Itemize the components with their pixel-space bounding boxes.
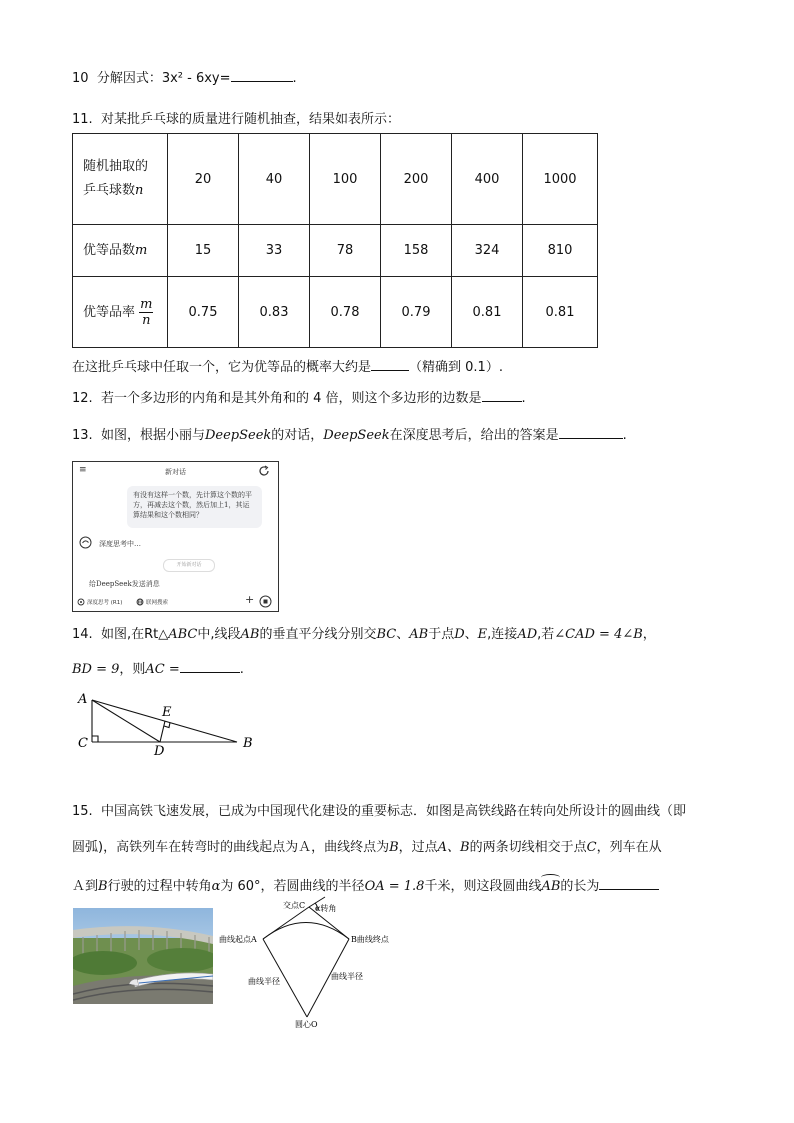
label-radius-left: 曲线半径 — [248, 977, 280, 986]
table-cell: 810 — [523, 225, 598, 277]
curve-arc — [263, 923, 349, 940]
period: . — [292, 71, 297, 86]
label-b: B — [243, 736, 253, 751]
label-a: A — [78, 692, 88, 707]
table-cell: 20 — [168, 134, 239, 225]
row-label: 优等品率 — [83, 304, 136, 320]
answer-blank — [371, 356, 409, 371]
question-text: 中,线段 — [197, 627, 241, 642]
question-text: 分解因式：3x² - 6xy= — [96, 71, 231, 86]
row-header — [73, 134, 168, 225]
table-cell: 324 — [452, 225, 523, 277]
row-header — [73, 225, 168, 277]
question-number: 14. — [72, 627, 93, 642]
question-text: （精确到 0.1）. — [409, 360, 503, 375]
deepseek-name: DeepSeek — [323, 428, 390, 443]
question-text: Ａ到 — [72, 879, 99, 894]
math: AC = — [145, 662, 180, 677]
question-14-line-1 — [72, 626, 656, 644]
table-cell: 0.81 — [523, 277, 598, 348]
triangle-figure — [72, 688, 272, 758]
question-13 — [72, 424, 627, 445]
question-text: ,若 — [537, 627, 555, 642]
table-cell: 78 — [310, 225, 381, 277]
table-cell: 400 — [452, 134, 523, 225]
answer-blank — [180, 658, 240, 673]
question-number: 12. — [72, 391, 93, 406]
web-search-toggle[interactable]: 联网搜索 — [146, 600, 169, 606]
sampling-table — [72, 133, 598, 348]
question-text: 的对话， — [271, 428, 324, 443]
message-input[interactable]: 给DeepSeek发送消息 — [89, 580, 160, 588]
question-15-line-2 — [72, 839, 662, 857]
question-10 — [72, 67, 297, 88]
answer-blank — [599, 875, 659, 890]
table-cell: 1000 — [523, 134, 598, 225]
math: B — [98, 879, 108, 894]
row-label: 优等品数 — [83, 242, 136, 258]
math: Rt△ — [144, 627, 169, 642]
row-label: 乒乓球数 — [83, 183, 136, 198]
question-text: 行驶的过程中转角 — [107, 879, 212, 894]
answer-blank — [482, 387, 522, 402]
table-cell: 15 — [168, 225, 239, 277]
question-text: 如图，根据小丽与 — [100, 428, 205, 443]
deepseek-chat-screenshot — [72, 461, 279, 612]
fraction-denominator: n — [142, 312, 151, 328]
math: α — [211, 879, 221, 894]
math: BC — [376, 627, 397, 642]
variable: m — [135, 242, 148, 258]
answer-blank — [559, 424, 623, 439]
label-c: C — [78, 736, 88, 751]
label-center: 圆心O — [295, 1020, 318, 1028]
new-chat-button[interactable] — [163, 559, 215, 572]
table-cell: 0.83 — [239, 277, 310, 348]
period: . — [521, 391, 526, 406]
label-turn-angle: α转角 — [315, 904, 337, 913]
fraction — [139, 297, 153, 328]
question-text: 的两条切线相交于点 — [469, 840, 587, 855]
deepseek-logo-icon — [79, 536, 92, 549]
question-text: 在这批乒乓球中任取一个，它为优等品的概率大约是 — [72, 360, 372, 375]
table-row — [73, 134, 598, 225]
segment-ad — [92, 700, 160, 742]
segment-de — [160, 721, 165, 742]
new-chat-icon — [258, 465, 270, 477]
question-text: 、 — [464, 627, 478, 642]
math: E — [477, 627, 488, 642]
question-11-followup — [72, 356, 503, 377]
deep-think-icon — [77, 598, 85, 606]
question-number: 10 — [72, 71, 89, 86]
question-text: ，过点 — [398, 840, 438, 855]
table-cell: 100 — [310, 134, 381, 225]
question-number: 15. — [72, 804, 93, 819]
question-text: ,连接 — [487, 627, 518, 642]
variable: n — [135, 183, 144, 198]
table-row — [73, 277, 598, 348]
table-row — [73, 225, 598, 277]
button-label: 开始新对话 — [176, 562, 202, 568]
deep-think-toggle[interactable]: 深度思考 (R1) — [87, 600, 123, 606]
math: D — [454, 627, 465, 642]
answer-blank — [231, 67, 293, 82]
math: ∠CAD = 4∠B — [554, 627, 643, 642]
label-radius-right: 曲线半径 — [331, 972, 363, 981]
math: B — [389, 840, 399, 855]
question-14-line-2 — [72, 658, 244, 679]
label-d: D — [154, 744, 165, 758]
question-text: 在深度思考后，给出的答案是 — [389, 428, 559, 443]
question-number: 11. — [72, 112, 93, 127]
math: A、B — [437, 840, 470, 855]
row-header — [73, 277, 168, 348]
table-cell: 40 — [239, 134, 310, 225]
label-curve-start: 曲线起点A — [219, 935, 257, 944]
question-text: 的垂直平分线分别交 — [259, 627, 377, 642]
question-text: 中国高铁飞速发展，已成为中国现代化建设的重要标志．如图是高铁线路在转向处所设计的圆曲线（即 — [100, 804, 686, 819]
table-cell: 0.78 — [310, 277, 381, 348]
math: ABC — [168, 627, 198, 642]
period: . — [622, 428, 627, 443]
question-15-line-1 — [72, 803, 686, 821]
question-text: 于点 — [428, 627, 455, 642]
question-text: 若一个多边形的内角和是其外角和的 4 倍，则这个多边形的边数是 — [100, 391, 482, 406]
math: AB — [541, 879, 561, 894]
plus-button[interactable]: + — [245, 593, 255, 606]
table-cell: 0.79 — [381, 277, 452, 348]
question-text: 千米，则这段圆曲线 — [424, 879, 542, 894]
math: AB — [240, 627, 260, 642]
table-cell: 0.81 — [452, 277, 523, 348]
table-cell: 33 — [239, 225, 310, 277]
row-label: 随机抽取的 — [83, 159, 149, 174]
globe-icon — [136, 598, 144, 606]
question-text: ， — [642, 627, 656, 642]
table-cell: 158 — [381, 225, 452, 277]
question-15-line-3 — [72, 875, 659, 896]
question-text: 、 — [396, 627, 410, 642]
circular-curve-diagram — [215, 896, 415, 1028]
period: . — [239, 662, 244, 677]
question-text: 为 60°，若圆曲线的半径 — [220, 879, 365, 894]
send-button[interactable] — [259, 595, 272, 608]
fraction-numerator: m — [140, 296, 153, 312]
math: BD = 9 — [72, 662, 120, 677]
math: AB — [409, 627, 429, 642]
label-e: E — [162, 705, 172, 720]
user-message: 有没有这样一个数，先计算这个数的平方，再减去这个数，然后加上1，其运算结果和这个数相同？ — [127, 486, 262, 528]
menu-icon: ≡ — [79, 465, 87, 475]
deepseek-name: DeepSeek — [204, 428, 272, 443]
question-text: ，则 — [119, 662, 146, 677]
high-speed-rail-photo — [73, 908, 213, 1004]
arc-ab — [541, 878, 560, 896]
question-text: ，列车在从 — [596, 840, 662, 855]
question-text: 的长为 — [560, 879, 600, 894]
arc-mark — [541, 874, 560, 881]
math: C — [586, 840, 597, 855]
label-intersection: 交点C — [283, 901, 306, 910]
question-text: 如图,在 — [100, 627, 145, 642]
table-cell: 0.75 — [168, 277, 239, 348]
thinking-status: 深度思考中… — [99, 540, 141, 548]
question-number: 13. — [72, 428, 93, 443]
question-11 — [72, 111, 400, 129]
question-text: 对某批乒乓球的质量进行随机抽查，结果如表所示： — [100, 112, 400, 127]
math: OA = 1.8 — [364, 879, 425, 894]
label-curve-end: B曲线终点 — [351, 935, 389, 944]
table-cell: 200 — [381, 134, 452, 225]
chat-title: 新对话 — [165, 468, 186, 476]
math: AD — [517, 627, 538, 642]
question-12 — [72, 387, 526, 408]
question-text: 圆弧)，高铁列车在转弯时的曲线起点为Ａ，曲线终点为 — [72, 840, 390, 855]
right-angle-c — [92, 736, 98, 742]
